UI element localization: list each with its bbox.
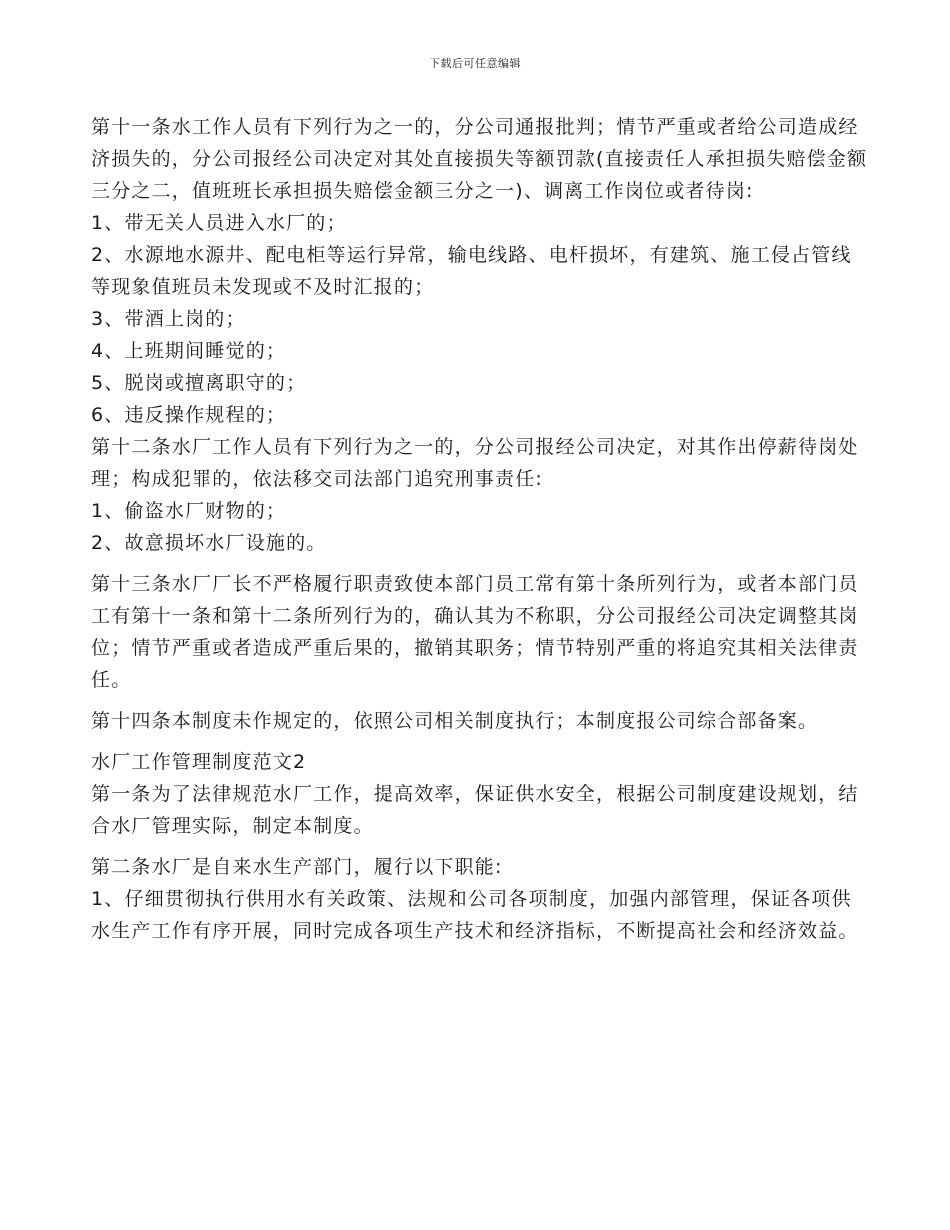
article-12-item-1: 1、偷盗水厂财物的； bbox=[91, 500, 287, 522]
article-13: 第十三条水厂厂长不严格履行职责致使本部门员工常有第十条所列行为，或者本部门员工有第十一条和第十二条所列行为的，确认其为不称职，分公司报经公司决定调整其岗位；情节严重或者造成严重后果的，撤销其职务；情节特别严重的将追究其相关法律责任。 bbox=[91, 573, 859, 691]
article-11-item-3: 3、带酒上岗的； bbox=[91, 308, 246, 330]
article-11: 第十一条水工作人员有下列行为之一的，分公司通报批判；情节严重或者给公司造成经济损失的，分公司报经公司决定对其处直接损失等额罚款(直接责任人承担损失赔偿金额三分之二，值班班长承担损失赔偿金额三分之一)、调离工作岗位或者待岗: bbox=[91, 116, 868, 202]
article-12: 第十二条水厂工作人员有下列行为之一的，分公司报经公司决定，对其作出停薪待岗处理；构成犯罪的，依法移交司法部门追究刑事责任: bbox=[91, 436, 859, 490]
document-body bbox=[91, 111, 871, 947]
article-14: 第十四条本制度未作规定的，依照公司相关制度执行；本制度报公司综合部备案。 bbox=[91, 710, 819, 732]
article-11-item-4: 4、上班期间睡觉的； bbox=[91, 340, 287, 362]
section-title: 水厂工作管理制度范文2 bbox=[91, 751, 307, 773]
article-11-item-6: 6、违反操作规程的； bbox=[91, 404, 287, 426]
article-1: 第一条为了法律规范水厂工作，提高效率，保证供水安全，根据公司制度建设规划，结合水厂管理实际，制定本制度。 bbox=[91, 783, 859, 837]
article-11-item-1: 1、带无关人员进入水厂的； bbox=[91, 212, 347, 234]
article-11-item-2: 2、水源地水源井、配电柜等运行异常，输电线路、电杆损坏，有建筑、施工侵占管线等现象值班员未发现或不及时汇报的； bbox=[91, 244, 852, 298]
article-2-item-1: 1、仔细贯彻执行供用水有关政策、法规和公司各项制度，加强内部管理，保证各项供水生产工作有序开展，同时完成各项生产技术和经济指标，不断提高社会和经济效益。 bbox=[91, 888, 859, 942]
page-header: 下载后可任意编辑 bbox=[429, 57, 521, 70]
article-2: 第二条水厂是自来水生产部门，履行以下职能: bbox=[91, 856, 503, 878]
article-12-item-2: 2、故意损坏水厂设施的。 bbox=[91, 532, 327, 554]
article-11-item-5: 5、脱岗或擅离职守的； bbox=[91, 372, 307, 394]
